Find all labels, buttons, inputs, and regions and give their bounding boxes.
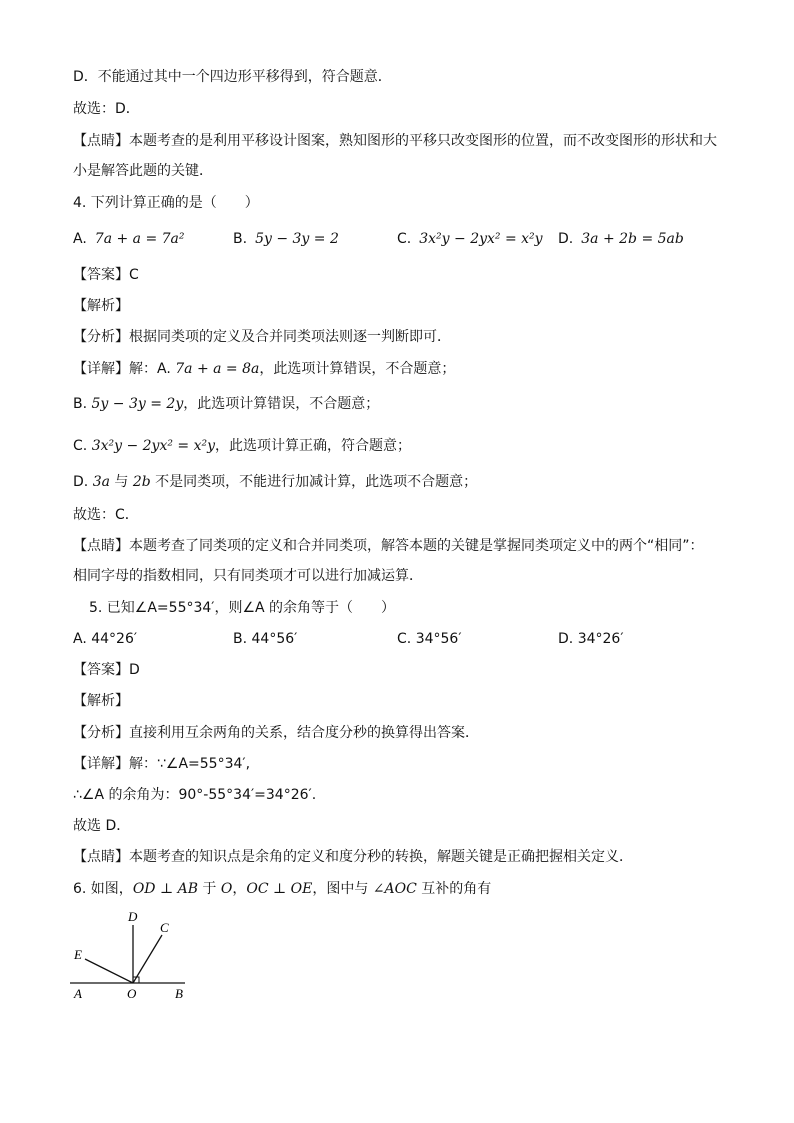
q4-option-d: [558, 230, 684, 248]
q4-dianjing-line2: 相同字母的指数相同，只有同类项才可以进行加减运算．: [73, 568, 423, 584]
option-expr: 3a + 2b = 5ab: [581, 231, 684, 247]
text-span: C.: [73, 438, 92, 454]
option-expr: 7a + a = 7a²: [94, 231, 185, 247]
q4-option-c: [397, 230, 543, 248]
q4-xiangjie-d: [73, 473, 477, 491]
text-span: ，此选项计算错误，不合题意；: [183, 396, 380, 412]
math-expr: 2b: [132, 474, 151, 490]
q4-option-b: [233, 230, 339, 248]
q4-fenxi: 【分析】根据同类项的定义及合并同类项法则逐一判断即可．: [73, 329, 451, 345]
q5-stem: 5. 已知∠A=55°34′，则∠A 的余角等于（ ）: [89, 600, 396, 616]
q3-select: 故选：D．: [73, 101, 140, 117]
text-span: ，此选项计算错误，不合题意；: [259, 361, 456, 377]
text-span: 互补的角有: [416, 881, 492, 897]
option-letter: A.: [73, 631, 87, 647]
option-letter: D.: [558, 631, 574, 647]
q6-geometry-figure: [70, 905, 200, 1005]
q5-option-b: [233, 630, 297, 648]
option-letter: B.: [233, 631, 248, 647]
q5-answer: 【答案】D: [73, 662, 140, 678]
math-expr: OC ⊥ OE: [246, 881, 313, 897]
q4-answer: 【答案】C: [73, 267, 139, 283]
math-expr: ∠AOC: [372, 881, 417, 897]
q5-option-c: [397, 630, 462, 648]
option-expr: 3x²y − 2yx² = x²y: [419, 231, 543, 247]
label-d: D: [128, 909, 138, 924]
q5-select: 故选 D．: [73, 818, 131, 834]
option-letter: B.: [233, 231, 248, 247]
text-span: D.: [73, 474, 93, 490]
q4-option-a: [73, 230, 185, 248]
text-span: ，图中与: [312, 881, 373, 897]
option-value: 44°56′: [251, 631, 298, 647]
math-expr: O: [220, 881, 233, 897]
q5-option-d: [558, 630, 624, 648]
text-span: 于: [197, 881, 221, 897]
ray-oc: [133, 935, 162, 983]
text-span: B.: [73, 396, 92, 412]
option-letter: C.: [397, 631, 412, 647]
label-b: B: [175, 986, 183, 1001]
q5-dianjing: 【点睛】本题考查的知识点是余角的定义和度分秒的转换，解题关键是正确把握相关定义．: [73, 849, 633, 865]
q5-jiexi-heading: 【解析】: [73, 693, 129, 709]
option-letter: A.: [73, 231, 87, 247]
math-expr: 3a: [92, 474, 110, 490]
q4-jiexi-heading: 【解析】: [73, 298, 129, 314]
label-o: O: [127, 986, 137, 1001]
q4-xiangjie-b: [73, 395, 379, 413]
q6-stem: [73, 880, 491, 898]
q4-dianjing-line1: 【点睛】本题考查了同类项的定义和合并同类项，解答本题的关键是掌握同类项定义中的两个“相同”：: [73, 538, 704, 554]
text-span: ，: [232, 881, 247, 897]
math-expr: 3x²y − 2yx² = x²y: [91, 438, 216, 454]
option-value: 34°56′: [415, 631, 462, 647]
q3-option-d-explanation: D．不能通过其中一个四边形平移得到，符合题意．: [73, 69, 392, 85]
option-value: 34°26′: [577, 631, 624, 647]
q4-xiangjie-c: [73, 437, 411, 455]
label-a: A: [74, 986, 82, 1001]
option-letter: D.: [558, 231, 574, 247]
q3-dianjing-line1: 【点睛】本题考查的是利用平移设计图案，熟知图形的平移只改变图形的位置，而不改变图形的形状和大: [73, 133, 717, 149]
ray-oe: [85, 959, 133, 983]
math-expr: 5y − 3y = 2y: [91, 396, 184, 412]
option-letter: C.: [397, 231, 412, 247]
q5-therefore: ∴∠A 的余角为：90°-55°34′=34°26′.: [73, 787, 317, 803]
text-span: 【详解】解：A.: [73, 361, 176, 377]
label-c: C: [160, 920, 169, 935]
text-span: 与: [109, 474, 133, 490]
text-span: ，此选项计算正确，符合题意；: [215, 438, 412, 454]
text-span: 6. 如图，: [73, 881, 133, 897]
label-e: E: [74, 947, 82, 962]
option-value: 44°26′: [91, 631, 138, 647]
q4-xiangjie-a: [73, 360, 455, 378]
q4-select: 故选：C．: [73, 507, 139, 523]
q5-option-a: [73, 630, 137, 648]
text-span: 不是同类项，不能进行加减计算，此选项不合题意；: [150, 474, 478, 490]
math-expr: 7a + a = 8a: [175, 361, 260, 377]
math-expr: OD ⊥ AB: [132, 881, 198, 897]
q3-dianjing-line2: 小是解答此题的关键．: [73, 163, 213, 179]
q4-stem: 4. 下列计算正确的是（ ）: [73, 195, 259, 211]
q5-xiangjie: 【详解】解：∵∠A=55°34′,: [73, 756, 251, 772]
option-expr: 5y − 3y = 2: [255, 231, 339, 247]
q5-fenxi: 【分析】直接利用互余两角的关系，结合度分秒的换算得出答案．: [73, 725, 479, 741]
